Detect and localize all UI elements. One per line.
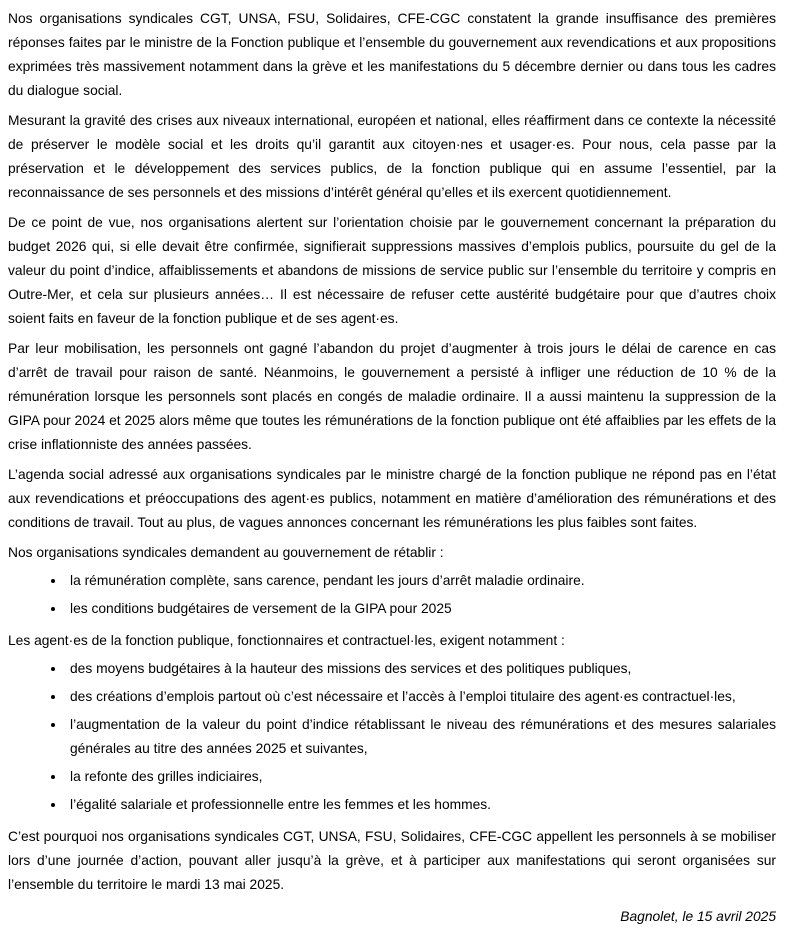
list-item-egalite-salariale: • l’égalité salariale et professionnelle entre les femmes et les hommes. <box>66 793 776 817</box>
paragraph-mobilisation-carence: Par leur mobilisation, les personnels ont gagné l’abandon du projet d’augmenter à trois jours le délai de carence en cas d’arrêt de travail pour raison de santé. Néanmoins, le gouvernement a persisté à infliger une réduction de 10 % de la rémunération lorsque les personnels sont placés en congés de maladie ordinaire. Il a aussi maintenu la suppression de la GIPA pour 2024 et 2025 alors même que toutes les rémunérations de la fonction publique ont été affaiblies par les effets de la crise inflationniste des années passées. <box>8 341 776 452</box>
closing-paragraph: C’est pourquoi nos organisations syndicales CGT, UNSA, FSU, Solidaires, CFE-CGC appellent les personnels à se mobiliser lors d’une journée d’action, pouvant aller jusqu’à la grève, et à participer aux manifestations qui seront organisées sur l’ensemble du territoire le mardi 13 mai 2025. <box>8 829 776 892</box>
list-item-creations-emplois: • des créations d’emplois partout où c’est nécessaire et l’accès à l’emploi titulaire des agent·es contractuel·les, <box>66 685 776 709</box>
paragraph-agenda-social: L’agenda social adressé aux organisations syndicales par le ministre chargé de la fonction publique ne répond pas en l’état aux revendications et préoccupations des agent·es publics, notamment en matière d’amélioration des rémunérations et des conditions de travail. Tout au plus, de vagues annonces concernant les rémunérations les plus faibles sont faites. <box>8 467 776 530</box>
exigences-intro: Les agent·es de la fonction publique, fonctionnaires et contractuel·les, exigent notamment : <box>8 633 565 648</box>
demands-intro: Nos organisations syndicales demandent au gouvernement de rétablir : <box>8 545 444 560</box>
exigences-list <box>8 657 776 817</box>
paragraph-gravite-crises: Mesurant la gravité des crises aux niveaux international, européen et national, elles réaffirment dans ce contexte la nécessité de préserver le modèle social et les droits qu’il garantit aux citoyen·nes et usager·es. Pour nous, cela passe par la préservation et le développement des services publics, de la fonction publique qui en assume l’essentiel, par la reconnaissance de ses personnels et des missions d’intérêt général qu’elles et ils exercent quotidiennement. <box>8 113 776 200</box>
paragraph-budget-2026: De ce point de vue, nos organisations alertent sur l’orientation choisie par le gouvernement concernant la préparation du budget 2026 qui, si elle devait être confirmée, signifierait suppressions massives d’emplois publics, poursuite du gel de la valeur du point d’indice, affaiblissements et abandons de missions de service public sur l’ensemble du territoire y compris en Outre-Mer, et cela sur plusieurs années… Il est nécessaire de refuser cette austérité budgétaire pour que d’autres choix soient faits en faveur de la fonction publique et de ses agent·es. <box>8 215 776 326</box>
demands-list <box>8 569 776 621</box>
list-item-moyens-budgetaires: • des moyens budgétaires à la hauteur des missions des services et des politiques publiques, <box>66 657 776 681</box>
list-item-gipa-2025: • les conditions budgétaires de versement de la GIPA pour 2025 <box>66 597 776 621</box>
paragraph-insuffisance-reponses: Nos organisations syndicales CGT, UNSA, FSU, Solidaires, CFE-CGC constatent la grande insuffisance des premières réponses faites par le ministre de la Fonction publique et l’ensemble du gouvernement aux revendications et aux propositions exprimées très massivement notamment dans la grève et les manifestations du 5 décembre dernier ou dans tous les cadres du dialogue social. <box>8 11 776 98</box>
list-item-grilles-indiciaires: • la refonte des grilles indiciaires, <box>66 765 776 789</box>
list-item-point-indice: • l’augmentation de la valeur du point d’indice rétablissant le niveau des rémunérations et des mesures salariales générales au titre des années 2025 et suivantes, <box>66 713 776 761</box>
signature-line: Bagnolet, le 15 avril 2025 <box>620 909 776 924</box>
list-item-remuneration-complete: • la rémunération complète, sans carence, pendant les jours d’arrêt maladie ordinaire. <box>66 569 776 593</box>
